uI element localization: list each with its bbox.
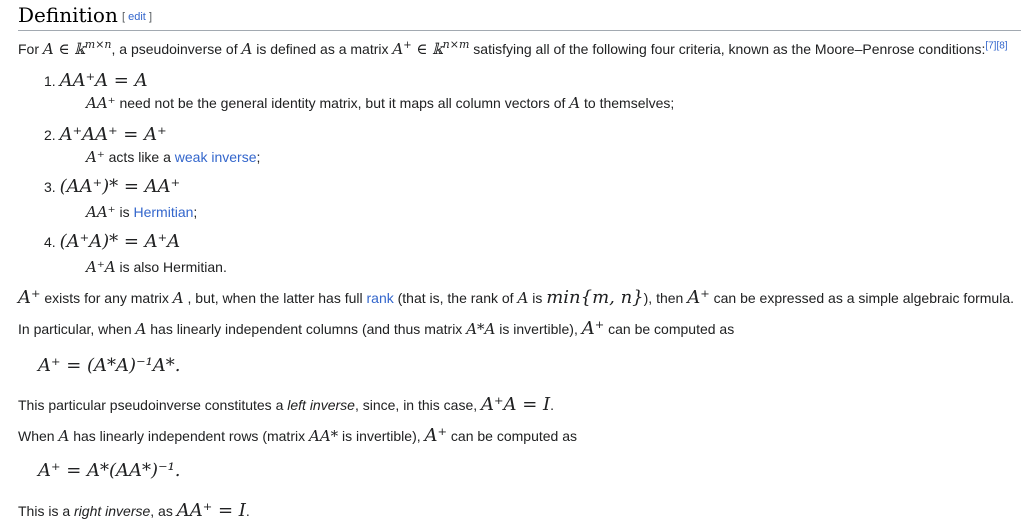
condition-4: 4. (A⁺A)* = A⁺A (44, 231, 181, 252)
formula-right-pseudoinverse: A⁺ = A*(AA*)⁻¹. (38, 460, 181, 481)
condition-3-description: AA⁺ is Hermitian; (86, 203, 198, 221)
existence-paragraph: A⁺ exists for any matrix A , but, when the latter has full rank (that is, the rank of A is min{m, n}), then A⁺ can be expressed as a simple algebraic formula. (18, 287, 1015, 308)
particular-paragraph: In particular, when A has linearly independent columns (and thus matrix A*A is invertible), A⁺ can be computed as (18, 318, 735, 339)
condition-2-description: A⁺ acts like a weak inverse; (86, 148, 261, 166)
rows-paragraph: When A has linearly independent rows (matrix AA* is invertible), A⁺ can be computed as (18, 425, 577, 446)
condition-1-formula: AA⁺A = A (59, 70, 148, 91)
edit-section: [ edit ] (122, 11, 152, 23)
section-title: Definition (18, 3, 118, 27)
condition-1-description: AA⁺ need not be the general identity matrix, but it maps all column vectors of A to themselves; (86, 94, 675, 112)
hermitian-link[interactable]: Hermitian (133, 204, 194, 220)
weak-inverse-link[interactable]: weak inverse (174, 149, 257, 165)
math-A: A (241, 40, 253, 58)
condition-3-formula: (AA⁺)* = AA⁺ (59, 176, 181, 197)
left-inverse-paragraph: This particular pseudoinverse constitutes a left inverse, since, in this case, A⁺A = I. (18, 394, 555, 415)
math-A-in-k: A ∈ 𝕜$^{m\times n}$ (42, 38, 112, 58)
math-Aplus-in-k: A+ ∈ 𝕜$^{n\times m}$ (392, 38, 470, 58)
condition-2: 2. A⁺AA⁺ = A⁺ (44, 124, 167, 145)
formula-left-pseudoinverse: A⁺ = (A*A)⁻¹A*. (38, 355, 181, 376)
edit-link[interactable]: edit (128, 11, 146, 23)
condition-1: 1. AA⁺A = A (44, 70, 148, 91)
condition-4-description: A⁺A is also Hermitian. (86, 258, 227, 276)
rank-link[interactable]: rank (366, 290, 394, 306)
right-inverse-paragraph: This is a right inverse, as AA⁺ = I. (18, 500, 250, 521)
citation-7[interactable]: [7] (985, 40, 997, 52)
intro-paragraph: For A ∈ 𝕜$^{m\times n}$, a pseudoinverse of A is defined as a matrix A+ ∈ 𝕜$^{n\times m}$ satisfying all of the following four criteria, known as the Moore–Penrose conditions:[7][8] (18, 38, 1008, 58)
condition-2-formula: A⁺AA⁺ = A⁺ (59, 124, 167, 145)
condition-3: 3. (AA⁺)* = AA⁺ (44, 176, 181, 197)
section-heading (18, 0, 1021, 31)
citation-8[interactable]: [8] (996, 40, 1008, 52)
condition-4-formula: (A⁺A)* = A⁺A (59, 231, 181, 252)
